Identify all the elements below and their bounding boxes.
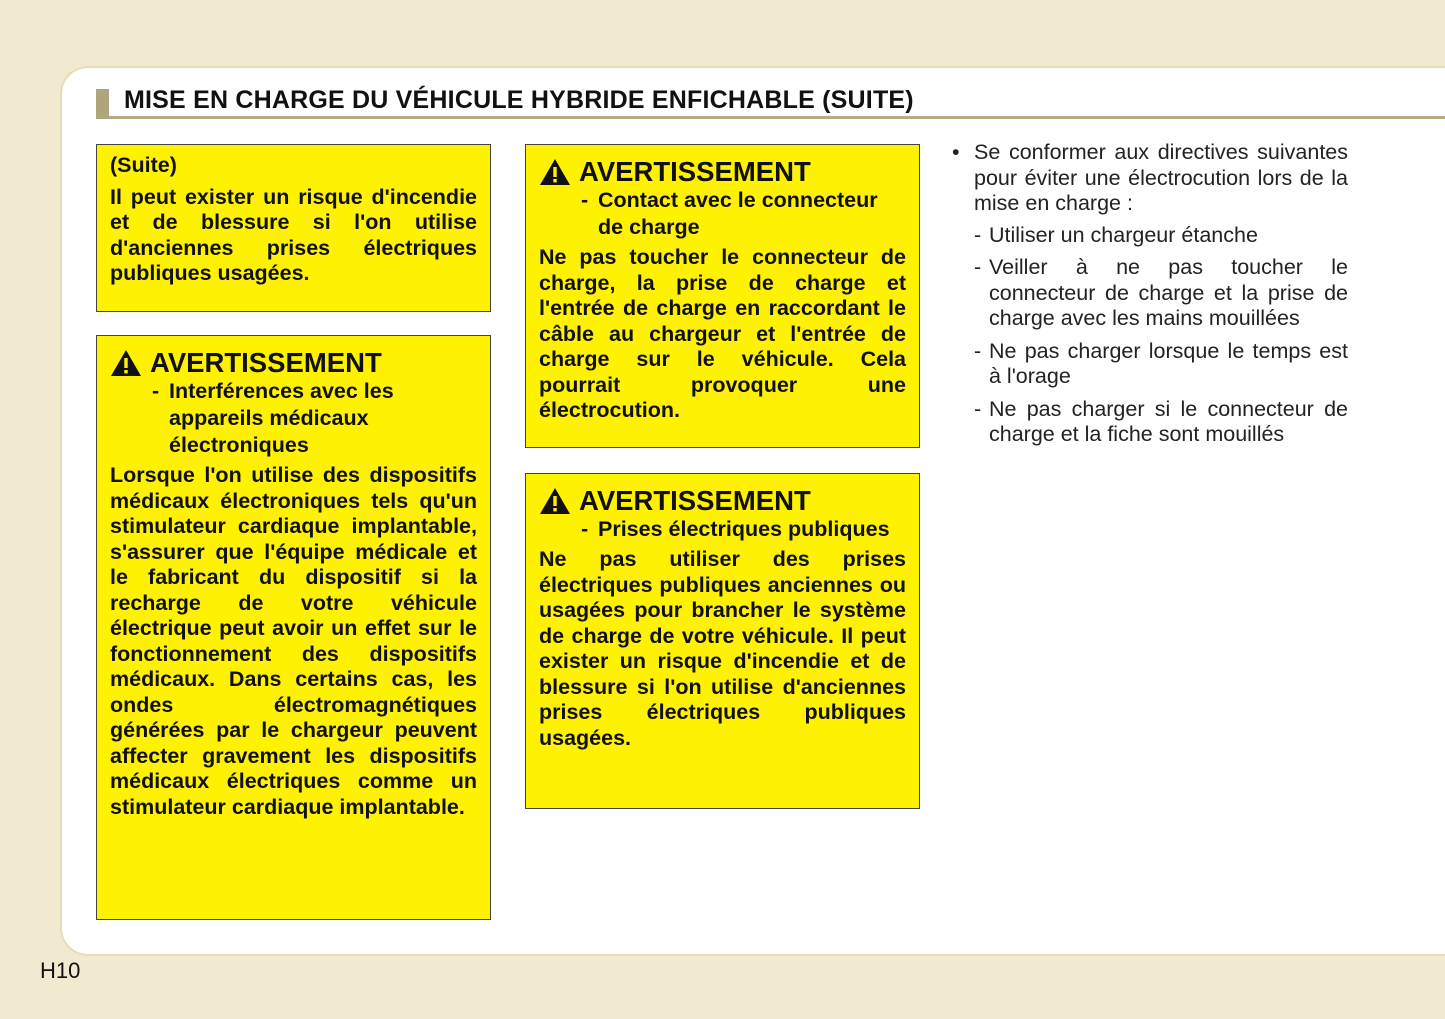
page-title: MISE EN CHARGE DU VÉHICULE HYBRIDE ENFICHABLE (SUITE) — [124, 86, 914, 114]
warning-heading — [539, 486, 906, 516]
guidelines-list — [974, 223, 1348, 448]
header-tab-marker — [96, 89, 109, 119]
list-dash: - — [974, 396, 982, 421]
warning-heading — [539, 157, 906, 187]
warning-heading — [110, 348, 477, 378]
warning-subtitle — [152, 378, 477, 459]
list-item — [974, 255, 1348, 332]
warning-box-connector — [525, 144, 920, 448]
warning-subtitle-text: Prises électriques publiques — [598, 517, 890, 541]
list-item-text: Ne pas charger lorsque le temps est à l'orage — [989, 338, 1348, 388]
warning-triangle-icon — [539, 158, 571, 186]
list-item — [974, 223, 1348, 249]
guidelines-intro — [952, 140, 1348, 217]
subtitle-dash: - — [581, 188, 589, 212]
warning-triangle-icon — [539, 487, 571, 515]
bullet-dot: • — [952, 140, 960, 164]
warning-triangle-icon — [110, 349, 142, 377]
guidelines-intro-text: Se conformer aux directives suivantes pour éviter une électrocution lors de la mise en charge : — [974, 140, 1348, 215]
warning-body: Lorsque l'on utilise des dispositifs médicaux électroniques tels qu'un stimulateur cardiaque implantable, s'assurer que l'équipe médicale et le fabricant du dispositif si la recharge de votre véhicule électrique peut avoir un effet sur le fonctionnement des dispositifs médicaux. Dans certains cas, les ondes électromagnétiques générées par le chargeur peuvent affecter gravement les dispositifs médicaux électriques comme un stimulateur cardiaque implantable. — [110, 463, 477, 819]
list-dash: - — [974, 222, 982, 247]
continued-body: Il peut exister un risque d'incendie et de blessure si l'on utilise d'anciennes prises électriques publiques usagées. — [110, 184, 477, 285]
warning-heading-text: AVERTISSEMENT — [579, 156, 811, 187]
list-item — [974, 339, 1348, 390]
warning-subtitle — [581, 187, 906, 241]
page-number: H10 — [40, 958, 81, 983]
guidelines-column — [952, 140, 1348, 455]
list-item-text: Veiller à ne pas toucher le connecteur de charge et la prise de charge avec les mains mouillées — [989, 255, 1348, 330]
subtitle-dash: - — [581, 517, 589, 541]
warning-subtitle-text: Interférences avec les appareils médicaux électroniques — [169, 379, 394, 457]
list-dash: - — [974, 255, 982, 279]
list-item-text: Utiliser un chargeur étanche — [989, 222, 1258, 247]
continued-label: (Suite) — [110, 153, 177, 177]
warning-heading-text: AVERTISSEMENT — [579, 485, 811, 516]
warning-box-medical — [96, 335, 491, 920]
warning-box-outlets — [525, 473, 920, 809]
continued-warning-box — [96, 144, 491, 312]
warning-body: Ne pas utiliser des prises électriques publiques anciennes ou usagées pour brancher le système de charge de votre véhicule. Il peut exister un risque d'incendie et de blessure si l'on utilise d'anciennes prises électriques publiques usagées. — [539, 547, 906, 750]
warning-subtitle-text: Contact avec le connecteur de charge — [598, 188, 878, 239]
list-item — [974, 397, 1348, 448]
warning-heading-text: AVERTISSEMENT — [150, 347, 382, 378]
warning-body: Ne pas toucher le connecteur de charge, la prise de charge et l'entrée de charge en raccordant le câble au chargeur et l'entrée de charge sur le véhicule. Cela pourrait provoquer une électrocution. — [539, 245, 906, 422]
section-header — [96, 86, 1445, 119]
subtitle-dash: - — [152, 379, 160, 403]
list-item-text: Ne pas charger si le connecteur de charge et la fiche sont mouillés — [989, 396, 1348, 446]
warning-subtitle — [581, 516, 906, 543]
list-dash: - — [974, 338, 982, 363]
